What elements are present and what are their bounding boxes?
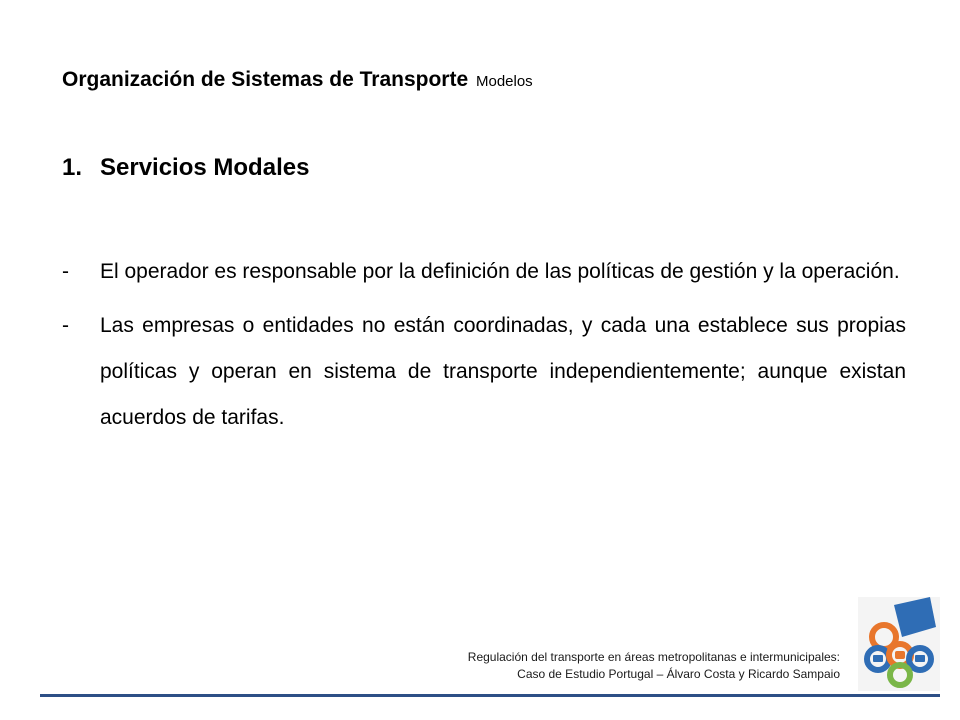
bullet-text: Las empresas o entidades no están coordinadas, y cada una establece sus propias políticas y operan en sistema de transporte independientemente; aunque existan acuerdos de tarifas. bbox=[100, 314, 906, 429]
train-icon bbox=[915, 655, 925, 662]
bullet-list bbox=[62, 249, 906, 449]
footer-divider bbox=[40, 694, 940, 697]
footer-line-2: Caso de Estudio Portugal – Álvaro Costa y Ricardo Sampaio bbox=[517, 667, 840, 681]
bullet-text: El operador es responsable por la definición de las políticas de gestión y la operación. bbox=[100, 260, 900, 283]
bullet-item bbox=[62, 303, 906, 441]
congress-transport-logo-icon bbox=[858, 597, 940, 691]
bullet-item bbox=[62, 249, 906, 295]
footer-caption bbox=[468, 649, 840, 683]
logo-banner bbox=[894, 597, 936, 637]
logo-graphic bbox=[858, 597, 940, 691]
section-heading bbox=[62, 154, 309, 182]
section-title: Servicios Modales bbox=[100, 154, 310, 181]
section-number: 1. bbox=[62, 154, 83, 181]
bus-icon bbox=[873, 655, 883, 662]
bullet-marker: - bbox=[62, 260, 69, 283]
footer-line-1: Regulación del transporte en áreas metropolitanas e intermunicipales: bbox=[467, 650, 840, 664]
slide-title-subtitle: Modelos bbox=[475, 73, 533, 90]
bullet-marker: - bbox=[62, 314, 69, 337]
slide-title bbox=[62, 68, 533, 92]
logo-ring-green bbox=[890, 665, 910, 685]
slide-title-main: Organización de Sistemas de Transporte bbox=[62, 68, 469, 91]
tram-icon bbox=[895, 651, 905, 659]
